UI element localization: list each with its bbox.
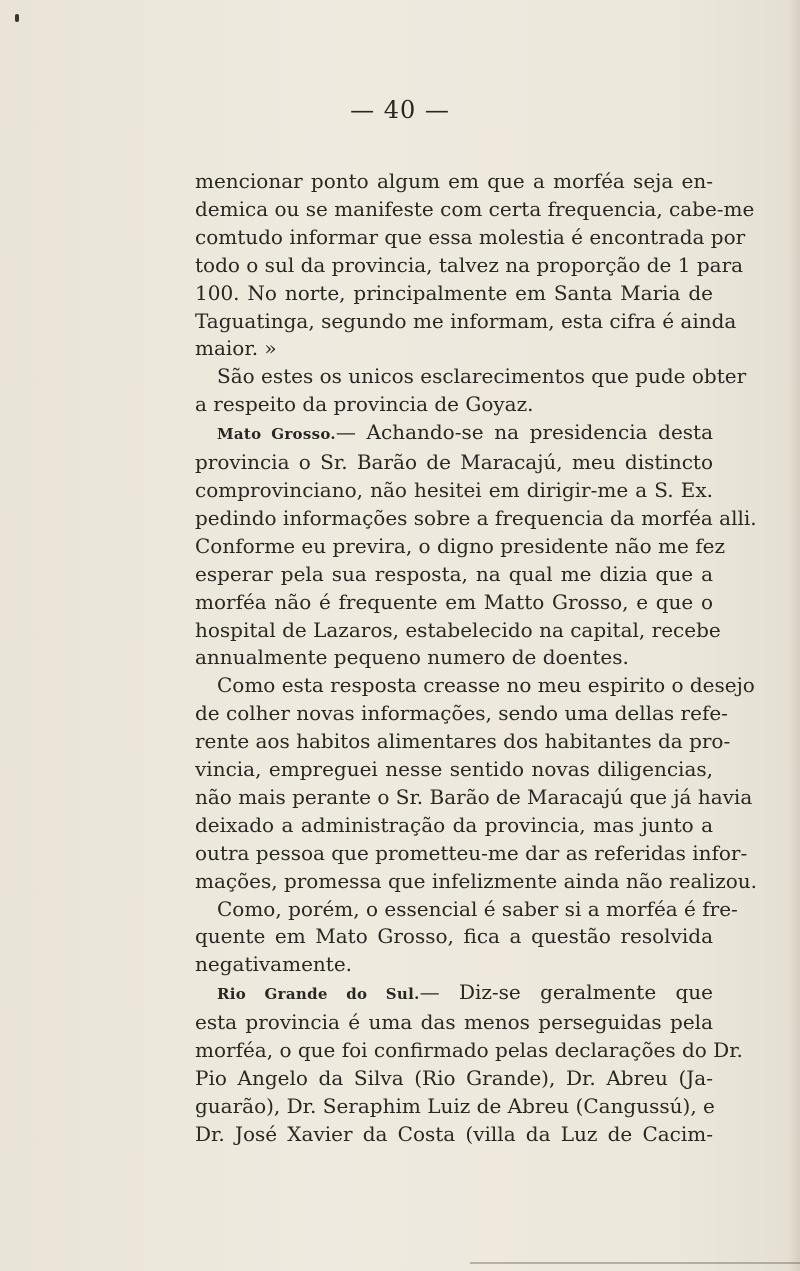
text-line xyxy=(195,589,713,617)
line-text: morféa não é frequente em Matto Grosso, e que o xyxy=(195,589,713,614)
text-line xyxy=(195,363,747,391)
text-line xyxy=(195,280,713,308)
line-text: não mais perante o Sr. Barão de Maracajú que já havia xyxy=(195,784,753,809)
ink-speck xyxy=(15,14,19,22)
line-text: de colher novas informações, sendo uma dellas refe- xyxy=(195,701,728,726)
text-line xyxy=(195,533,725,561)
line-text: provincia o Sr. Barão de Maracajú, meu distincto xyxy=(195,450,713,475)
line-text: Conforme eu previra, o digno presidente não me fez xyxy=(195,533,725,558)
text-line xyxy=(195,896,738,924)
text-line xyxy=(195,419,713,449)
text-line xyxy=(195,224,746,252)
line-text: negativamente. xyxy=(195,952,353,977)
line-text: mencionar ponto algum em que a morféa seja en- xyxy=(195,169,713,193)
line-text: mações, promessa que infelizmente ainda não realizou. xyxy=(195,868,758,893)
line-text: Como, porém, o essencial é saber si a morféa é fre- xyxy=(217,896,738,921)
text-line xyxy=(195,335,713,363)
text-line xyxy=(195,756,713,784)
bottom-edge-line xyxy=(470,1262,800,1264)
text-line xyxy=(195,505,757,533)
line-text: — Diz-se geralmente que xyxy=(419,980,713,1005)
line-text: guarão), Dr. Seraphim Luiz de Abreu (Cangussú), e xyxy=(195,1093,715,1118)
text-line xyxy=(195,1093,713,1121)
section-heading: Mato Grosso. xyxy=(217,425,336,444)
line-text: pedindo informações sobre a frequencia da morféa alli. xyxy=(195,505,757,530)
line-text: annualmente pequeno numero de doentes. xyxy=(195,645,629,670)
text-line xyxy=(195,644,713,672)
text-line xyxy=(195,1009,713,1037)
line-text: Taguatinga, segundo me informam, esta cifra é ainda xyxy=(195,308,737,333)
text-line xyxy=(195,951,713,979)
text-line xyxy=(195,868,758,896)
text-line xyxy=(195,784,753,812)
line-text: — Achando-se na presidencia desta xyxy=(335,420,714,445)
text-line xyxy=(195,391,713,419)
line-text: morféa, o que foi confirmado pelas declarações do Dr. xyxy=(195,1038,743,1063)
line-text: outra pessoa que prometteu-me dar as referidas infor- xyxy=(195,840,748,865)
text-line xyxy=(195,923,713,951)
text-line xyxy=(195,672,755,700)
section-heading: Rio Grande do Sul. xyxy=(217,985,420,1004)
line-text: comtudo informar que essa molestia é encontrada por xyxy=(195,224,746,249)
text-line xyxy=(195,840,748,868)
text-line xyxy=(195,1065,713,1093)
text-line xyxy=(195,1121,713,1149)
text-line xyxy=(195,449,713,477)
text-line xyxy=(195,700,728,728)
line-text: esperar pela sua resposta, na qual me dizia que a xyxy=(195,561,713,586)
text-line xyxy=(195,728,731,756)
text-line xyxy=(195,196,755,224)
line-text: comprovinciano, não hesitei em dirigir-me a S. Ex. xyxy=(195,477,713,502)
text-line xyxy=(195,252,744,280)
line-text: Pio Angelo da Silva (Rio Grande), Dr. Abreu (Ja- xyxy=(195,1066,713,1090)
line-text: Como esta resposta creasse no meu espirito o desejo xyxy=(217,673,755,698)
text-line xyxy=(195,1037,743,1065)
line-text: demica ou se manifeste com certa frequencia, cabe-me xyxy=(195,196,755,221)
line-text: São estes os unicos esclarecimentos que pude obter xyxy=(217,364,747,389)
line-text: 100. No norte, principalmente em Santa Maria de xyxy=(195,280,713,305)
line-text: deixado a administração da provincia, mas junto a xyxy=(195,812,713,837)
line-text: esta provincia é uma das menos perseguidas pela xyxy=(195,1010,713,1035)
text-line xyxy=(195,812,713,840)
line-text: hospital de Lazaros, estabelecido na capital, recebe xyxy=(195,617,721,642)
body-text xyxy=(195,168,758,1149)
line-text: todo o sul da provincia, talvez na proporção de 1 para xyxy=(195,252,744,277)
text-line xyxy=(195,168,713,196)
line-text: maior. » xyxy=(195,336,277,361)
line-text: vincia, empreguei nesse sentido novas diligencias, xyxy=(195,757,713,782)
page-number: — 40 — xyxy=(350,96,450,124)
line-text: Dr. José Xavier da Costa (villa da Luz de Cacim- xyxy=(195,1121,713,1146)
text-line xyxy=(195,561,713,589)
text-line xyxy=(195,477,713,505)
line-text: a respeito da provincia de Goyaz. xyxy=(195,392,534,417)
text-line xyxy=(195,979,713,1009)
page-edge-shadow xyxy=(788,0,800,1271)
text-line xyxy=(195,617,721,645)
line-text: quente em Mato Grosso, fica a questão resolvida xyxy=(195,924,713,949)
text-line xyxy=(195,308,737,336)
line-text: rente aos habitos alimentares dos habitantes da pro- xyxy=(195,729,731,754)
